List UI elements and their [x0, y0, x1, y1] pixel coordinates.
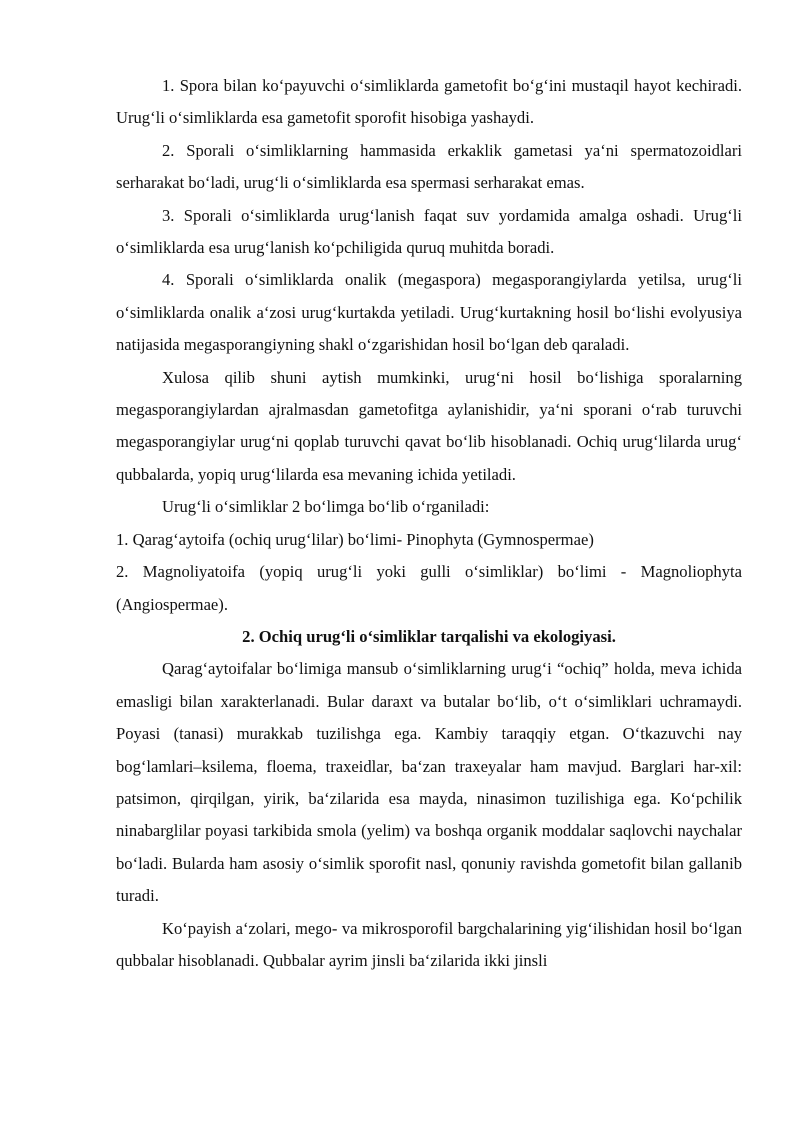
list-item-magnoliophyta: 2. Magnoliyatoifa (yopiq urug‘li yoki gulli o‘simliklar) bo‘limi - Magnoliophyta (Angiospermae). [116, 562, 742, 614]
paragraph-division-intro: Urug‘li o‘simliklar 2 bo‘limga bo‘lib o‘rganiladi: [162, 497, 490, 517]
list-item-pinophyta: 1. Qarag‘aytoifa (ochiq urug‘lilar) bo‘limi- Pinophyta (Gymnospermae) [116, 529, 594, 549]
paragraph-reproduction: Ko‘payish a‘zolari, mego- va mikrosporofil bargchalarining yig‘ilishidan hosil bo‘lgan qubbalar hisoblanadi. Qubbalar ayrim jinsli ba‘zilarida ikki jinsli [116, 918, 742, 970]
document-body [116, 70, 742, 977]
paragraph-conclusion: Xulosa qilib shuni aytish mumkinki, urug‘ni hosil bo‘lishiga sporalarning megasporangiylardan ajralmasdan gametofitga aylanishidir, ya‘ni sporani o‘rab turuvchi megasporangiylar urug‘ni qoplab turuvchi qavat bo‘lib hisoblanadi. Ochiq urug‘lilarda urug‘ qubbalarda, yopiq urug‘lilarda esa mevaning ichida yetiladi. [116, 367, 742, 484]
section-heading: 2. Ochiq urug‘li o‘simliklar tarqalishi va ekologiyasi. [242, 626, 616, 646]
paragraph-point-1: 1. Spora bilan ko‘payuvchi o‘simliklarda gametofit bo‘g‘ini mustaqil hayot kechiradi. Urug‘li o‘simliklarda esa gametofit sporofit hisobiga yashaydi. [116, 76, 742, 128]
paragraph-gymnosperm-description: Qarag‘aytoifalar bo‘limiga mansub o‘simliklarning urug‘i “ochiq” holda, meva ichida emasligi bilan xarakterlanadi. Bular daraxt va butalar bo‘lib, o‘t o‘simliklari uchramaydi. Poyasi (tanasi) murakkab tuzilishga ega. Kambiy taraqqiy etgan. O‘tkazuvchi nay bog‘lamlari–ksilema, floema, traxeidlar, ba‘zan traxeyalar ham mavjud. Barglari har-xil: patsimon, qirqilgan, yirik, ba‘zilarida esa mayda, ninasimon tuzilishiga ega. Ko‘pchilik ninabarglilar poyasi tarkibida smola (yelim) va boshqa organik moddalar saqlovchi naychalar bo‘ladi. Bularda ham asosiy o‘simlik sporofit nasl, qonuniy ravishda gometofit bilan gallanib turadi. [116, 659, 742, 906]
paragraph-point-2: 2. Sporali o‘simliklarning hammasida erkaklik gametasi ya‘ni spermatozoidlari serharakat bo‘ladi, urug‘li o‘simliklarda esa spermasi serharakat emas. [116, 140, 742, 193]
paragraph-point-4: 4. Sporali o‘simliklarda onalik (megaspora) megasporangiylarda yetilsa, urug‘li o‘simliklarda onalik a‘zosi urug‘kurtakda yetiladi. Urug‘kurtakning hosil bo‘lishi evolyusiya natijasida megasporangiyning shakl o‘zgarishidan hosil bo‘lgan deb qaraladi. [116, 270, 742, 355]
paragraph-point-3: 3. Sporali o‘simliklarda urug‘lanish faqat suv yordamida amalga oshadi. Urug‘li o‘simliklarda esa urug‘lanish ko‘pchiligida quruq muhitda boradi. [116, 205, 742, 258]
